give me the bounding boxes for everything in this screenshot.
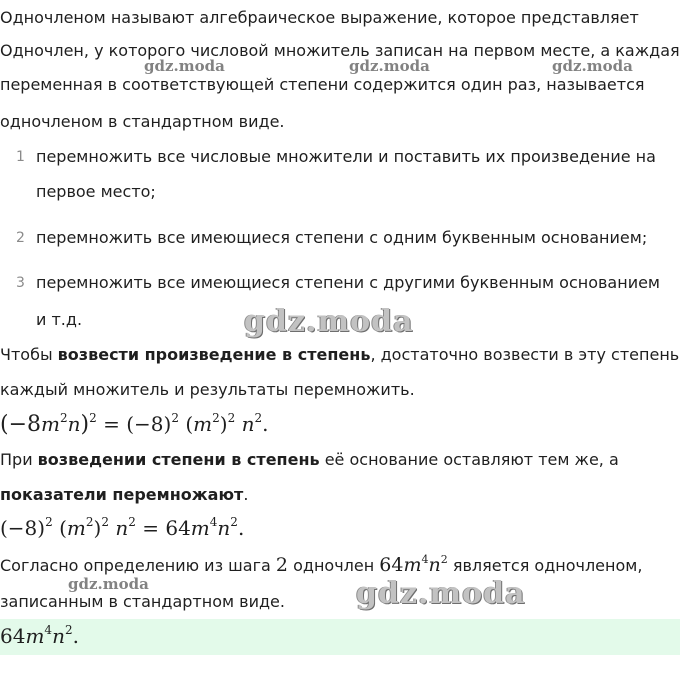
paragraph-definition-2: Одночлен, у которого числовой множитель записан на первом месте, а каждая [0,41,680,60]
watermark: gdz.moda [68,575,149,593]
step-text: перемножить все имеющиеся степени с одним буквенным основанием; [36,228,648,247]
step-text: первое место; [36,182,156,201]
conclusion-text: Согласно определению из шага 2 одночлен $64m^4n^2$ является одночленом, [0,553,643,576]
conclusion-text-line2: записанным в стандартном виде. [0,592,285,611]
step-number: 1 [16,149,25,165]
paragraph-definition-4: одночленом в стандартном виде. [0,112,285,131]
rule-product-power-line2: каждый множитель и результаты перемножить. [0,380,415,399]
formula-simplify: $(-8)^2$ $(m^2)^2$ $n^2 = 64m^4n^2$. [0,515,245,540]
rule-power-of-power: При возведении степени в степень её основание оставляют тем же, а [0,450,619,469]
step-text: и т.д. [36,310,83,329]
step-text: перемножить все числовые множители и поставить их произведение на [36,147,656,166]
step-text: перемножить все имеющиеся степени с другими буквенным основанием [36,273,660,292]
watermark: gdz.moda [356,576,526,611]
watermark: gdz.moda [349,57,430,75]
paragraph-definition-3: переменная в соответствующей степени содержится один раз, называется [0,75,645,94]
rule-power-of-power-line2: показатели перемножают. [0,485,249,504]
watermark: gdz.moda [552,57,633,75]
formula-expand-power: $(-8m^2n)^2 = (-8)^2$ $(m^2)^2$ $n^2$. [0,411,269,437]
answer-formula: $64m^4n^2$. [0,623,79,648]
rule-product-power: Чтобы возвести произведение в степень, достаточно возвести в эту степень [0,345,680,364]
step-number: 2 [16,230,25,246]
paragraph-definition-1: Одночленом называют алгебраическое выражение, которое представляет [0,8,639,27]
answer-box [0,619,680,655]
watermark: gdz.moda [144,57,225,75]
step-number: 3 [16,275,25,291]
watermark: gdz.moda [244,304,414,339]
